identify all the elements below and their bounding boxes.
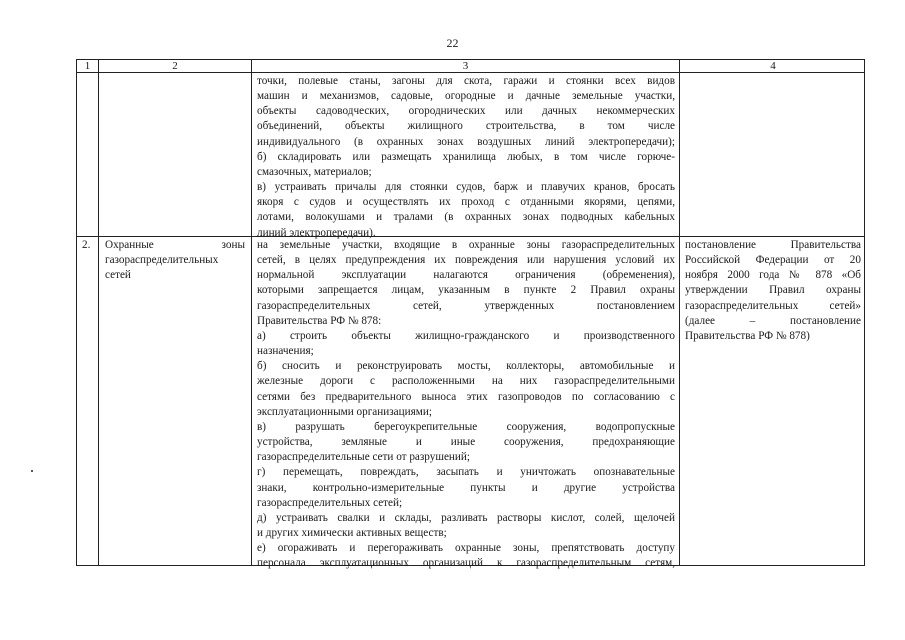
text-line: персонала эксплуатационных организаций к газораспределительным сетям, — [257, 557, 675, 570]
text-line: устройства, земляные и иные сооружения, предохраняющие — [257, 436, 675, 449]
text-line: машин и механизмов, садовые, огородные и дачные земельные участки, — [257, 90, 675, 103]
continuation-restrictions-text — [257, 74, 675, 241]
text-line: газораспределительных сетей, утвержденных постановлением — [257, 299, 675, 312]
text-line: железные дороги с расположенными на них газораспределительными — [257, 375, 675, 388]
text-line: сетями без предварительного выноса этих газопроводов по согласованию с — [257, 390, 675, 403]
text-line: в) разрушать берегоукрепительные сооружения, водопропускные — [257, 420, 675, 433]
text-line: объединений, объекты жилищного строительства, в том числе — [257, 120, 675, 133]
text-line: линий электропередачи). — [257, 226, 376, 239]
text-line: (далее – постановление — [685, 314, 861, 327]
text-line: д) устраивать свалки и склады, разливать растворы кислот, солей, щелочей — [257, 511, 675, 524]
text-line: в) устраивать причалы для стоянки судов, барж и плавучих кранов, бросать — [257, 181, 675, 194]
text-line: которыми запрещается лицам, указанным в пункте 2 Правил охраны — [257, 284, 675, 297]
text-line: лотами, волокушами и тралами (в охранных зонах подводных кабельных — [257, 211, 675, 224]
text-line: Российской Федерации от 20 — [685, 254, 861, 267]
legal-basis-text — [685, 238, 861, 344]
text-line: эксплуатационными организациями; — [257, 405, 432, 418]
text-line: Охранные зоны — [105, 239, 245, 251]
text-line: а) строить объекты жилищно-гражданского и производственного — [257, 329, 675, 342]
text-line: индивидуального (в охранных зонах воздушных линий электропередачи); — [257, 135, 675, 148]
text-line: б) складировать или размещать хранилища любых, в том числе горюче- — [257, 150, 675, 163]
text-line: якоря с судов и осуществлять их проход с отданными якорями, цепями, — [257, 196, 675, 209]
zone-name — [105, 238, 245, 283]
text-line: и других химически активных веществ; — [257, 526, 447, 539]
text-line: постановление Правительства — [685, 239, 861, 251]
text-line: нормальной эксплуатации налагаются ограничения (обременения), — [257, 269, 675, 282]
text-line: газораспределительных — [105, 254, 219, 267]
document-table — [76, 59, 865, 570]
text-line: Правительства РФ № 878: — [257, 314, 382, 327]
text-line: точки, полевые станы, загоны для скота, гаражи и стоянки всех видов — [257, 75, 675, 87]
column-header-3: 3 — [462, 60, 469, 72]
column-header-1: 1 — [84, 60, 91, 72]
column-divider — [679, 60, 680, 565]
text-line: газораспределительных сетей» — [685, 299, 861, 312]
text-line: утверждении Правил охраны — [685, 284, 861, 297]
text-line: сетей, в целях предупреждения их повреждения или нарушения условий их — [257, 254, 675, 267]
text-line: Правительства РФ № 878) — [685, 329, 810, 342]
text-line: газораспределительные сети от разрушений; — [257, 451, 470, 464]
scan-speck — [31, 470, 33, 472]
text-line: е) огораживать и перегораживать охранные зоны, препятствовать доступу — [257, 542, 675, 555]
text-line: ноября 2000 года № 878 «Об — [685, 269, 861, 282]
page-number: 22 — [446, 36, 459, 50]
text-line: газораспределительных сетей; — [257, 496, 403, 509]
text-line: сетей — [105, 269, 131, 282]
text-line: смазочных, материалов; — [257, 165, 372, 178]
text-line: на земельные участки, входящие в охранные зоны газораспределительных — [257, 239, 675, 251]
header-row-divider — [77, 72, 864, 73]
column-divider — [98, 60, 99, 565]
column-header-2: 2 — [172, 60, 178, 72]
column-divider — [251, 60, 252, 565]
text-line: назначения; — [257, 345, 314, 358]
row-number: 2. — [82, 239, 91, 251]
text-line: г) перемещать, повреждать, засыпать и уничтожать опознавательные — [257, 466, 675, 479]
text-line: б) сносить и реконструировать мосты, коллекторы, автомобильные и — [257, 360, 675, 373]
restrictions-text — [257, 238, 675, 571]
text-line: знаки, контрольно-измерительные пункты и другие устройства — [257, 481, 675, 494]
text-line: объекты садоводческих, огороднических или дачных некоммерческих — [257, 105, 675, 118]
column-header-4: 4 — [770, 60, 776, 72]
